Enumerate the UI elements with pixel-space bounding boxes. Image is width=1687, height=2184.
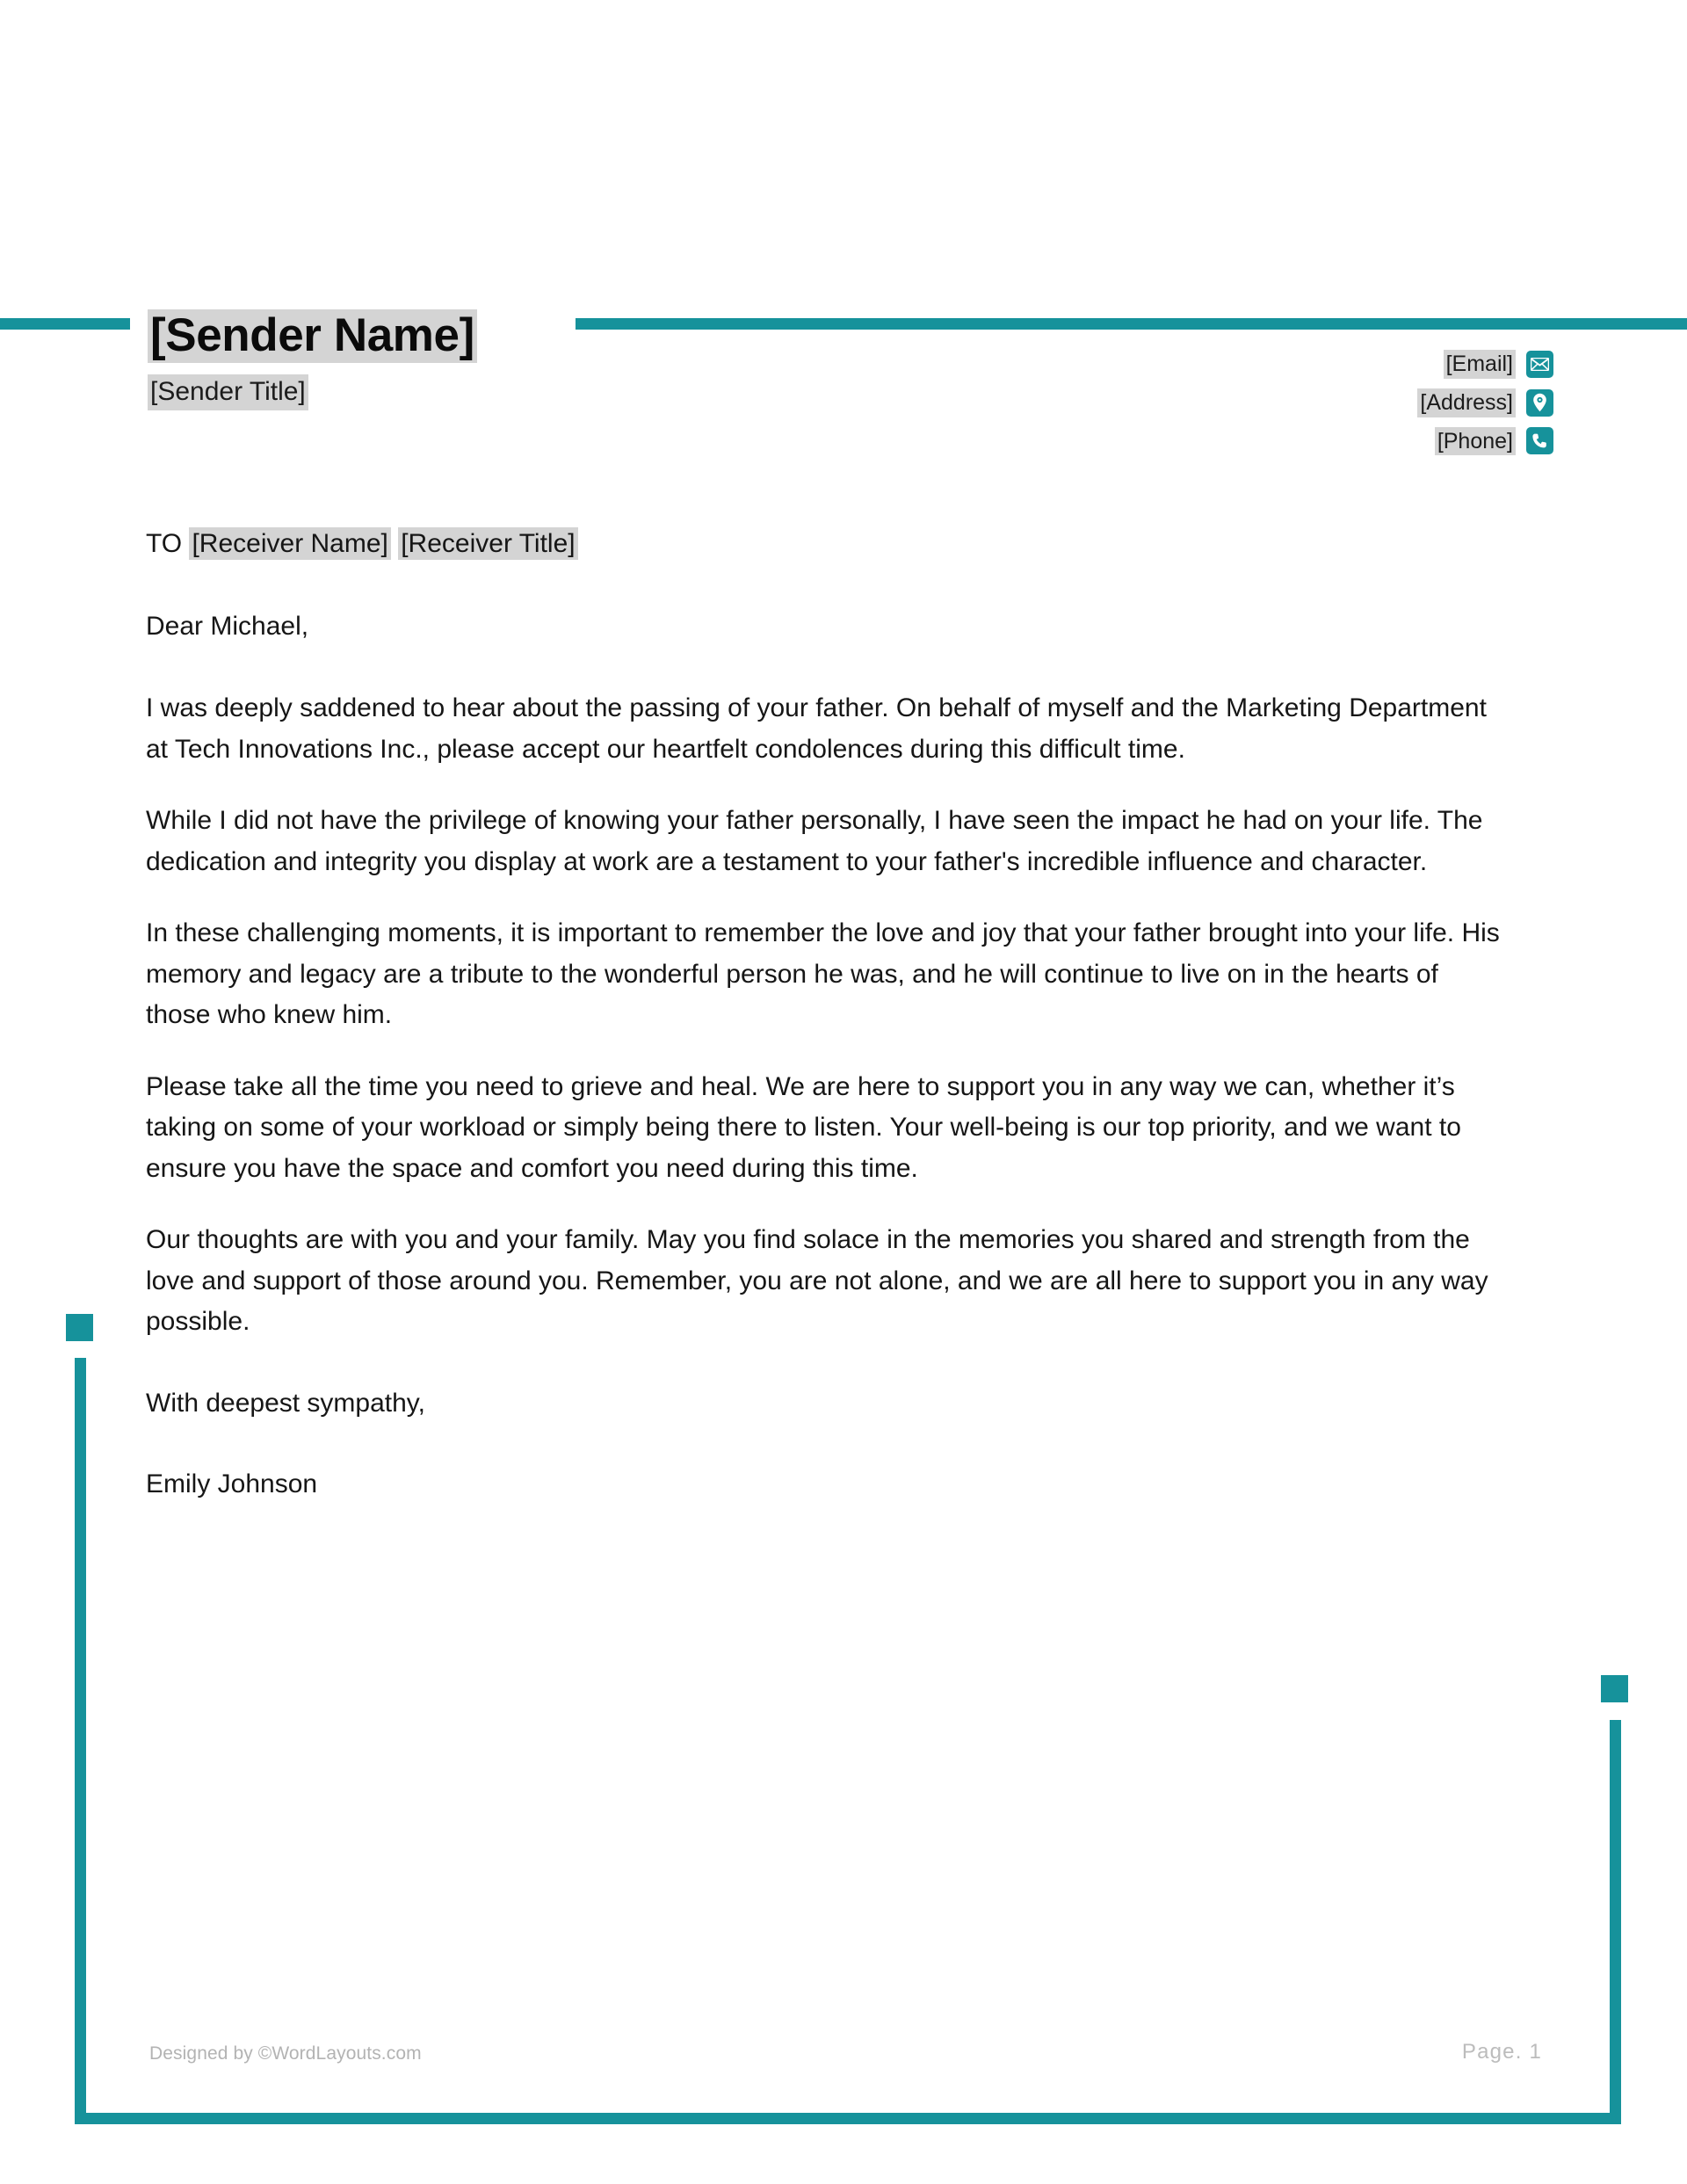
envelope-icon (1526, 351, 1553, 378)
receiver-title[interactable]: [Receiver Title] (398, 527, 577, 560)
location-pin-icon (1526, 389, 1553, 417)
salutation: Dear Michael, (146, 611, 309, 641)
right-accent-square (1601, 1675, 1628, 1702)
designer-credit[interactable]: Designed by ©WordLayouts.com (149, 2043, 422, 2064)
body-paragraph-4: Please take all the time you need to grieve and heal. We are here to support you in any way we can, whether it’s taking on some of your workload or simply being there to listen. Your well-being is our top priority, and we want to ensure you have the space and comfort you need during this time. (146, 1071, 1461, 1183)
letter-body (146, 527, 1543, 1501)
contact-row-address[interactable] (1417, 388, 1553, 417)
bottom-accent-rule (75, 2113, 1621, 2124)
letterhead (148, 309, 1553, 410)
phone-icon (1526, 427, 1553, 454)
signature-name: Emily Johnson (146, 1469, 318, 1498)
contact-row-email[interactable] (1444, 350, 1553, 379)
body-paragraph-3: In these challenging moments, it is important to remember the love and joy that your father brought into your life. His memory and legacy are a tribute to the wonderful person he was, and he will continue to live on in the hearts of those who knew him. (146, 918, 1500, 1029)
address-label[interactable]: [Address] (1417, 388, 1516, 417)
phone-label[interactable]: [Phone] (1435, 427, 1516, 456)
left-vertical-accent-rule (75, 1358, 86, 2124)
receiver-name[interactable]: [Receiver Name] (189, 527, 390, 560)
email-label[interactable]: [Email] (1444, 350, 1516, 379)
body-paragraph-1: I was deeply saddened to hear about the passing of your father. On behalf of myself and the Marketing Department at Tech Innovations Inc., please accept our heartfelt condolences during this difficult time. (146, 693, 1487, 764)
sender-title[interactable]: [Sender Title] (148, 374, 308, 410)
recipient-line (146, 527, 1543, 561)
to-prefix: TO (146, 529, 183, 558)
contact-row-phone[interactable] (1435, 427, 1553, 456)
closing-line: With deepest sympathy, (146, 1388, 425, 1418)
body-paragraph-2: While I did not have the privilege of knowing your father personally, I have seen the impact he had on your life. The dedication and integrity you display at work are a testament to your father's incredible influence and character. (146, 806, 1483, 876)
contact-block (1417, 350, 1553, 455)
top-left-accent-rule (0, 318, 130, 330)
left-accent-square (66, 1314, 93, 1341)
sender-name[interactable]: [Sender Name] (148, 309, 477, 363)
right-vertical-accent-rule (1610, 1720, 1621, 2124)
page-number: Page. 1 (1461, 2040, 1542, 2064)
body-paragraph-5: Our thoughts are with you and your family. May you find solace in the memories you shared and strength from the love and support of those around you. Remember, you are not alone, and we are all here to support you in any way possible. (146, 1225, 1488, 1336)
